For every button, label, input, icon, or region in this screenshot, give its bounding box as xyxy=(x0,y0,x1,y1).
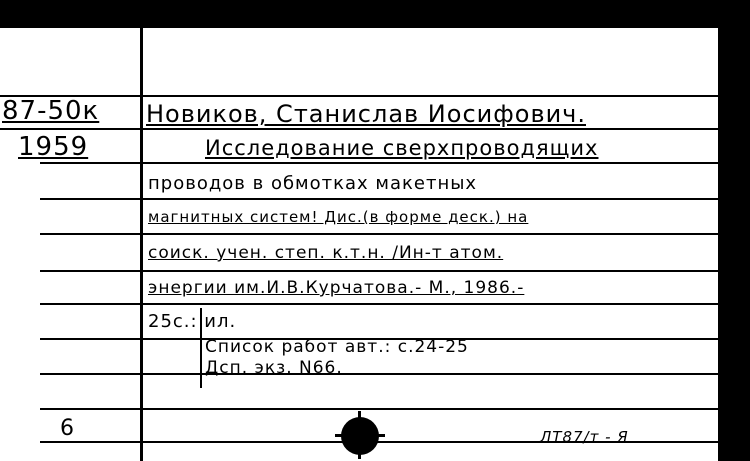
ruled-line xyxy=(0,128,718,130)
author-heading: Новиков, Станислав Иосифович. xyxy=(146,100,586,128)
note-copy: Дсп. экз. N66. xyxy=(205,358,343,378)
ruled-line xyxy=(40,303,718,305)
title-line-4: соиск. учен. степ. к.т.н. /Ин-т атом. xyxy=(148,243,504,263)
title-line-5: энергии им.И.В.Курчатова.- М., 1986.- xyxy=(148,278,525,298)
scan-border xyxy=(0,0,110,28)
ruled-line xyxy=(40,408,718,410)
punch-hole xyxy=(341,417,379,455)
title-line-2: проводов в обмотках макетных xyxy=(148,173,478,194)
ruled-line xyxy=(40,270,718,272)
year: 1959 xyxy=(18,132,89,162)
pages: 25с.: ил. xyxy=(148,311,237,332)
ruled-line xyxy=(40,233,718,235)
call-number: 87-50к xyxy=(2,96,100,126)
ruled-line xyxy=(40,198,718,200)
title-line-1: Исследование сверхпроводящих xyxy=(205,136,599,160)
left-margin-rule xyxy=(140,28,143,461)
ruled-line xyxy=(40,373,718,375)
title-line-3: магнитных систем! Дис.(в форме деск.) на xyxy=(148,208,529,226)
ruled-line xyxy=(40,162,718,164)
note-bibliography: Список работ авт.: с.24-25 xyxy=(205,337,469,357)
catalog-card xyxy=(0,28,718,461)
bottom-mark: ЛТ87/т - Я xyxy=(540,428,629,446)
ruled-line xyxy=(0,95,718,97)
left-number: 6 xyxy=(60,416,75,441)
